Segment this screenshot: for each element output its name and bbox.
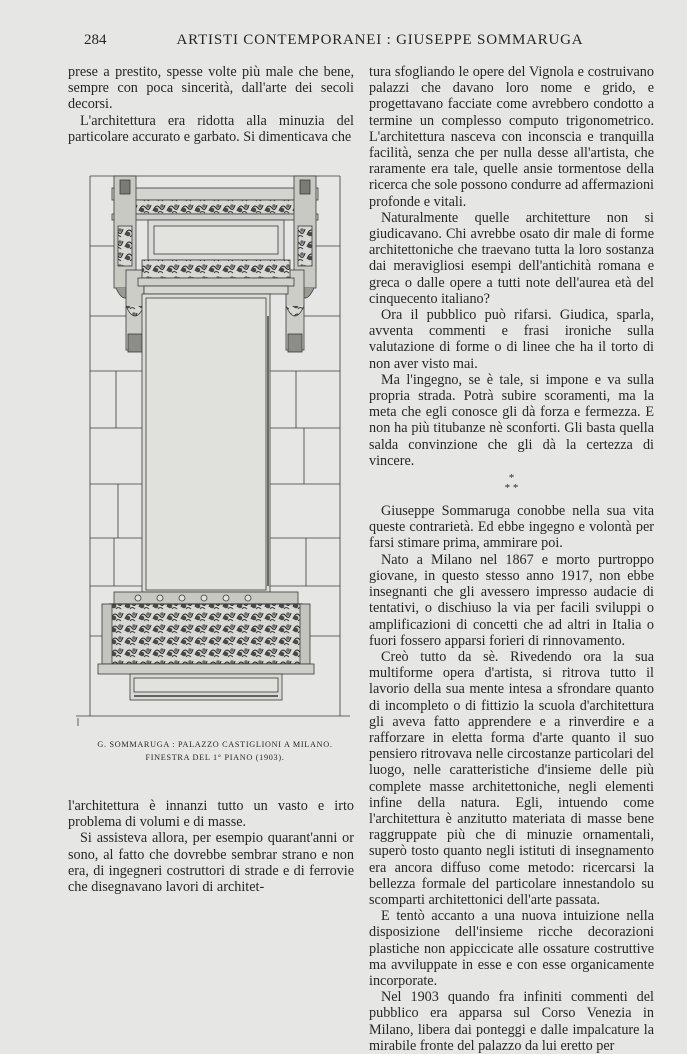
right-column <box>369 64 654 1054</box>
paragraph: tura sfogliando le opere del Vignola e costruivano palazzi che davano loro nome e grido, e progettavano facciate come avrebbero condotto a termine un complesso computo trigonometrico. L'architettura nasceva con inconscia e tranquilla facilità, senza che per nulla desse all'artista, che raramente era tale, quelle ansie tormentose della ricerca che sole possono condurre ad affermazioni profonde e vitali. <box>369 64 654 210</box>
window-opening <box>142 294 270 592</box>
paragraph: Nel 1903 quando fra infiniti commenti del pubblico era apparsa sul Corso Venezia in Milano, libera dai ponteggi e dalle impalcature la mirabile fronte del palazzo da lui eretto per <box>369 989 654 1054</box>
asterism-top: * <box>508 472 515 485</box>
left-column-top <box>68 64 354 145</box>
asterism-bottom: * * <box>504 482 519 495</box>
running-title: ARTISTI CONTEMPORANEI : GIUSEPPE SOMMARUGA <box>176 32 584 48</box>
top-cornice <box>112 188 318 220</box>
paragraph: Giuseppe Sommaruga conobbe nella sua vita queste contrarietà. Ed ebbe ingegno e volontà per farsi stimare prima, ammirare poi. <box>369 503 654 552</box>
caption-line: G. SOMMARUGA : PALAZZO CASTIGLIONI A MILANO. <box>97 740 333 749</box>
paragraph: Nato a Milano nel 1867 e morto purtroppo giovane, in questo stesso anno 1917, non ebbe insegnanti che gli avessero impresso audacie di tentativi, o dischiuso la via per facili sviluppi o amplificazioni di concetti che ad altri in Italia o fuori fossero apparsi forieri di rinnovamento. <box>369 551 654 649</box>
paragraph: Creò tutto da sè. Rivedendo ora la sua multiforme opera d'artista, si ritrova tutto il lavorio della sua mente intesa a sfrondare quanto di incompleto o di fittizio la scuola d'architettura gli aveva fatto apprendere e a rinverdire e a rafforzare in eletta forma d'arte quanto il suo pensiero ritrovava nelle circostanze particolari del luogo, nelle caratteristiche d'insieme delle più complete masse architettoniche, negli elementi infine della natura. Egli, intuendo come l'architettura è anzitutto materiata di masse bene raggruppate più che di minuzie ornamentali, superò tosto quanto negli istituti di insegnamento era ancora diffuso come metodo: ricercarsi la bellezza formale del particolare innestandolo su scomparti architettonici dell'arte passata. <box>369 648 654 908</box>
frieze-panel <box>138 220 294 294</box>
paragraph: prese a prestito, spesse volte più male che bene, sempre con poca sincerità, dall'arte dei secoli decorsi. <box>68 64 354 113</box>
paragraph: Naturalmente quelle architetture non si giudicavano. Chi avrebbe osato dir male di forme architettoniche che traevano tutta la loro sostanza dai meravigliosi esempi dell'antichità romana e greca o dalle opere a tutti note dell'aurea età del cinquecento italiano? <box>369 209 654 307</box>
paragraph: Ora il pubblico può rifarsi. Giudica, sparla, avventa commenti e frasi ironiche sulla valutazione di forme o di linee che ha il torto di non aver visto mai. <box>369 307 654 372</box>
page-number: 284 <box>84 32 107 48</box>
paragraph: l'architettura è innanzi tutto un vasto e irto problema di volumi e di masse. <box>68 798 354 831</box>
figure-caption <box>96 738 334 764</box>
left-column-bottom <box>68 798 354 895</box>
paragraph: L'architettura era ridotta alla minuzia del particolare accurato e garbato. Si dimenticava che <box>68 112 354 145</box>
paragraph: Si assisteva allora, per esempio quarant'anni or sono, al fatto che dovrebbe sembrar strano e non era, di ingegneri costruttori di strade e di ferrovie che disegnavano lavori di architet- <box>68 830 354 896</box>
balcony <box>98 592 314 700</box>
caption-line: FINESTRA DEL 1° PIANO (1903). <box>145 753 285 762</box>
paragraph: E tentò accanto a una nuova intuizione nella disposizione dell'insieme ricche decorazioni plastiche non appiccicate alle ossature costruttive ma avviluppate in esse e con esse organicamente incorporate. <box>369 908 654 989</box>
section-break-asterism <box>369 473 654 493</box>
paragraph: Ma l'ingegno, se è tale, si impone e va sulla propria strada. Potrà subire scoramenti, ma la meta che egli conosce gli dà forza e fermezza. E non ha più titubanze nè sconforti. Gli basta quella salda convinzione che gli dà la certezza di vincere. <box>369 371 654 469</box>
window-illustration <box>68 166 358 726</box>
